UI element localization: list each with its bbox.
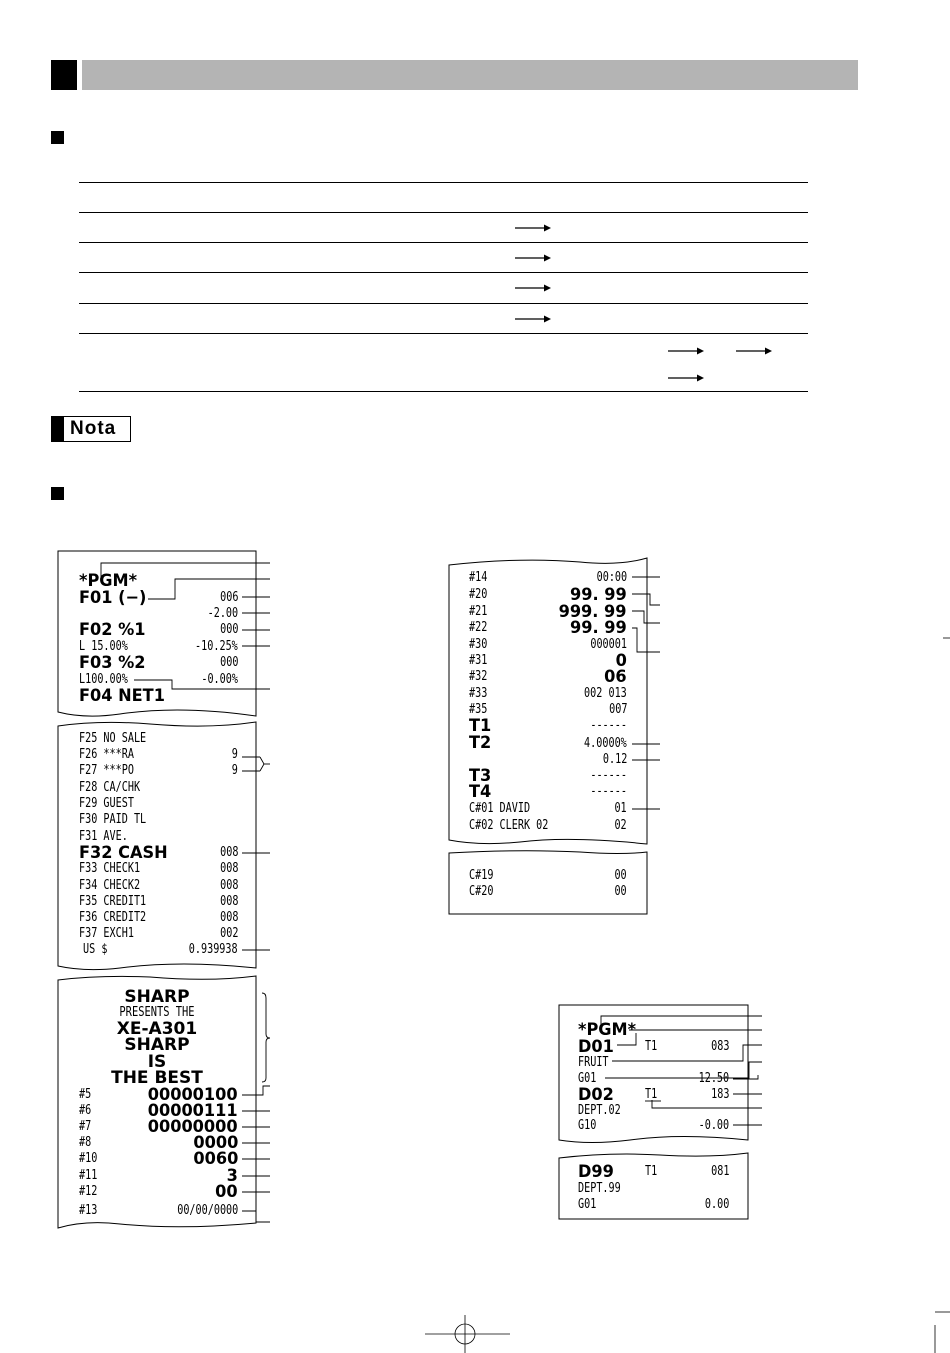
receipt-label: G01	[578, 1071, 597, 1086]
receipt-title: *PGM*	[578, 1020, 637, 1040]
receipt-label: F32 CASH	[79, 843, 168, 863]
section-marker	[51, 60, 77, 90]
receipt-label: #35	[469, 702, 488, 717]
receipt-tax: T1	[645, 1087, 658, 1102]
receipt-value: -10.25%	[195, 639, 238, 654]
receipt-label: #8	[79, 1135, 92, 1150]
receipt-label: #10	[79, 1151, 98, 1166]
receipt-value: 12.50	[698, 1071, 729, 1086]
receipt-label: C#01 DAVID	[469, 801, 531, 816]
receipt-value: 0.939938	[189, 942, 238, 957]
receipt-value: 4.0000%	[584, 736, 627, 751]
receipt-value: ------	[590, 784, 627, 799]
receipt-value: 02	[614, 818, 627, 833]
receipt-value: 000001	[590, 637, 627, 652]
table-rule	[79, 182, 808, 183]
receipt-value: 008	[219, 910, 238, 925]
receipt-label: #12	[79, 1184, 98, 1199]
table-rule	[79, 333, 808, 334]
receipt-label: #6	[79, 1103, 92, 1118]
nota-bar	[52, 417, 64, 441]
receipt-tax: T1	[645, 1039, 658, 1054]
receipt-label: C#20	[469, 884, 494, 899]
receipt-label: F36 CREDIT2	[79, 910, 147, 925]
receipt-value: 9	[231, 763, 238, 778]
receipt-value: 99. 99	[570, 585, 627, 605]
arrow-right-icon	[515, 284, 551, 292]
receipt-value: 0.00	[704, 1197, 729, 1212]
receipt-label: D99	[578, 1162, 614, 1182]
receipt-value: 008	[219, 861, 238, 876]
receipt-label: #20	[469, 587, 488, 602]
receipt-label: F33 CHECK1	[79, 861, 141, 876]
receipt-value: -0.00	[698, 1118, 729, 1133]
receipt-title: *PGM*	[79, 571, 138, 591]
receipt-label: F03 %2	[79, 653, 146, 673]
receipt-value: 00000000	[148, 1117, 238, 1137]
receipt-label: #11	[79, 1168, 98, 1183]
receipt-value: 0.12	[602, 752, 627, 767]
receipt-label: F31 AVE.	[79, 829, 128, 844]
receipt-label: D01	[578, 1037, 614, 1057]
logo-line: IS	[147, 1052, 167, 1072]
logo-line: THE BEST	[111, 1068, 203, 1088]
receipt-label: #14	[469, 570, 488, 585]
receipt-value: 002 013	[584, 686, 627, 701]
receipt-value: 008	[219, 878, 238, 893]
receipt-label: #31	[469, 653, 488, 668]
receipt-value: 999. 99	[559, 602, 627, 622]
receipt-tax: T1	[645, 1164, 658, 1179]
receipt-value: 008	[219, 894, 238, 909]
table-rule	[79, 272, 808, 273]
section-header-bar	[82, 60, 858, 90]
receipt-value: 0	[615, 651, 627, 671]
receipt-value: 002	[219, 926, 238, 941]
receipt-value: 00	[614, 868, 627, 883]
nota-badge	[51, 416, 131, 442]
receipt-value: 00	[215, 1182, 238, 1202]
receipt-label: F28 CA/CHK	[79, 780, 141, 795]
receipt-value: 9	[231, 747, 238, 762]
logo-line: XE-A301	[116, 1019, 198, 1039]
receipt-value: 000	[219, 655, 238, 670]
receipt-value: -0.00%	[201, 672, 238, 687]
receipt-label: L 15.00%	[79, 639, 128, 654]
receipt-label: #22	[469, 620, 488, 635]
arrow-right-icon	[515, 254, 551, 262]
receipt-value: 083	[710, 1039, 729, 1054]
receipt-label: #5	[79, 1087, 92, 1102]
table-rule	[79, 303, 808, 304]
receipt-label: G01	[578, 1197, 597, 1212]
receipt-value: 00/00/0000	[176, 1203, 238, 1218]
receipt-label: T2	[469, 733, 492, 753]
bullet-square	[51, 131, 64, 144]
receipt-value: -2.00	[207, 606, 238, 621]
receipt-label: F25 NO SALE	[79, 731, 147, 746]
receipt-label: #21	[469, 604, 488, 619]
receipt-label: D02	[578, 1085, 614, 1105]
arrow-right-icon	[668, 374, 704, 382]
receipt-label: T3	[469, 766, 492, 786]
receipt-value: 0000	[193, 1133, 238, 1153]
receipt-value: 183	[710, 1087, 729, 1102]
receipt-label: F34 CHECK2	[79, 878, 141, 893]
receipt-value: 0060	[193, 1149, 238, 1169]
receipt-label: F01 (−)	[79, 588, 147, 608]
arrow-right-icon	[515, 315, 551, 323]
nota-label: Nota	[70, 418, 117, 439]
bullet-square	[51, 487, 64, 500]
receipt-label: C#19	[469, 868, 494, 883]
receipt-value: 3	[226, 1166, 238, 1186]
receipt-value: 081	[710, 1164, 729, 1179]
receipt-label: F30 PAID TL	[79, 812, 147, 827]
receipt-label: #7	[79, 1119, 92, 1134]
logo-line: SHARP	[124, 987, 190, 1007]
receipt-value: 000	[219, 622, 238, 637]
receipt-value: 01	[614, 801, 627, 816]
receipt-value: 006	[219, 590, 238, 605]
receipt-label: DEPT.02	[578, 1103, 621, 1118]
receipt-value: ------	[590, 718, 627, 733]
receipt-value: ------	[590, 768, 627, 783]
receipt-label: F35 CREDIT1	[79, 894, 147, 909]
receipt-label: FRUIT	[578, 1055, 609, 1070]
receipt-value: 00000111	[148, 1101, 238, 1121]
logo-line: PRESENTS THE	[119, 1005, 195, 1020]
receipt-label: F26 ***RA	[79, 747, 134, 762]
receipt-label: DEPT.99	[578, 1181, 621, 1196]
receipt-label: L100.00%	[79, 672, 128, 687]
receipt-value: 00	[614, 884, 627, 899]
receipt-value: 99. 99	[570, 618, 627, 638]
arrow-right-icon	[736, 347, 772, 355]
receipt-value: 00:00	[596, 570, 627, 585]
receipt-value: 06	[604, 667, 627, 687]
arrow-right-icon	[515, 224, 551, 232]
receipt-label: #32	[469, 669, 488, 684]
table-rule	[79, 212, 808, 213]
receipt-label: F29 GUEST	[79, 796, 134, 811]
receipt-label: C#02 CLERK 02	[469, 818, 549, 833]
receipt-label: F04 NET1	[79, 686, 165, 706]
arrow-right-icon	[668, 347, 704, 355]
receipt-label: F02 %1	[79, 620, 146, 640]
receipt-label: T1	[469, 716, 492, 736]
receipt-value: 00000100	[148, 1085, 238, 1105]
receipt-label: F37 EXCH1	[79, 926, 134, 941]
table-rule	[79, 391, 808, 392]
receipt-label: G10	[578, 1118, 597, 1133]
receipt-label: #13	[79, 1203, 98, 1218]
receipt-label: US $	[83, 942, 108, 957]
receipt-label: #30	[469, 637, 488, 652]
receipt-value: 007	[608, 702, 627, 717]
receipt-label: #33	[469, 686, 488, 701]
receipt-label: F27 ***PO	[79, 763, 134, 778]
receipt-value: 008	[219, 845, 238, 860]
table-rule	[79, 242, 808, 243]
logo-line: SHARP	[124, 1035, 190, 1055]
receipt-label: T4	[469, 782, 492, 802]
